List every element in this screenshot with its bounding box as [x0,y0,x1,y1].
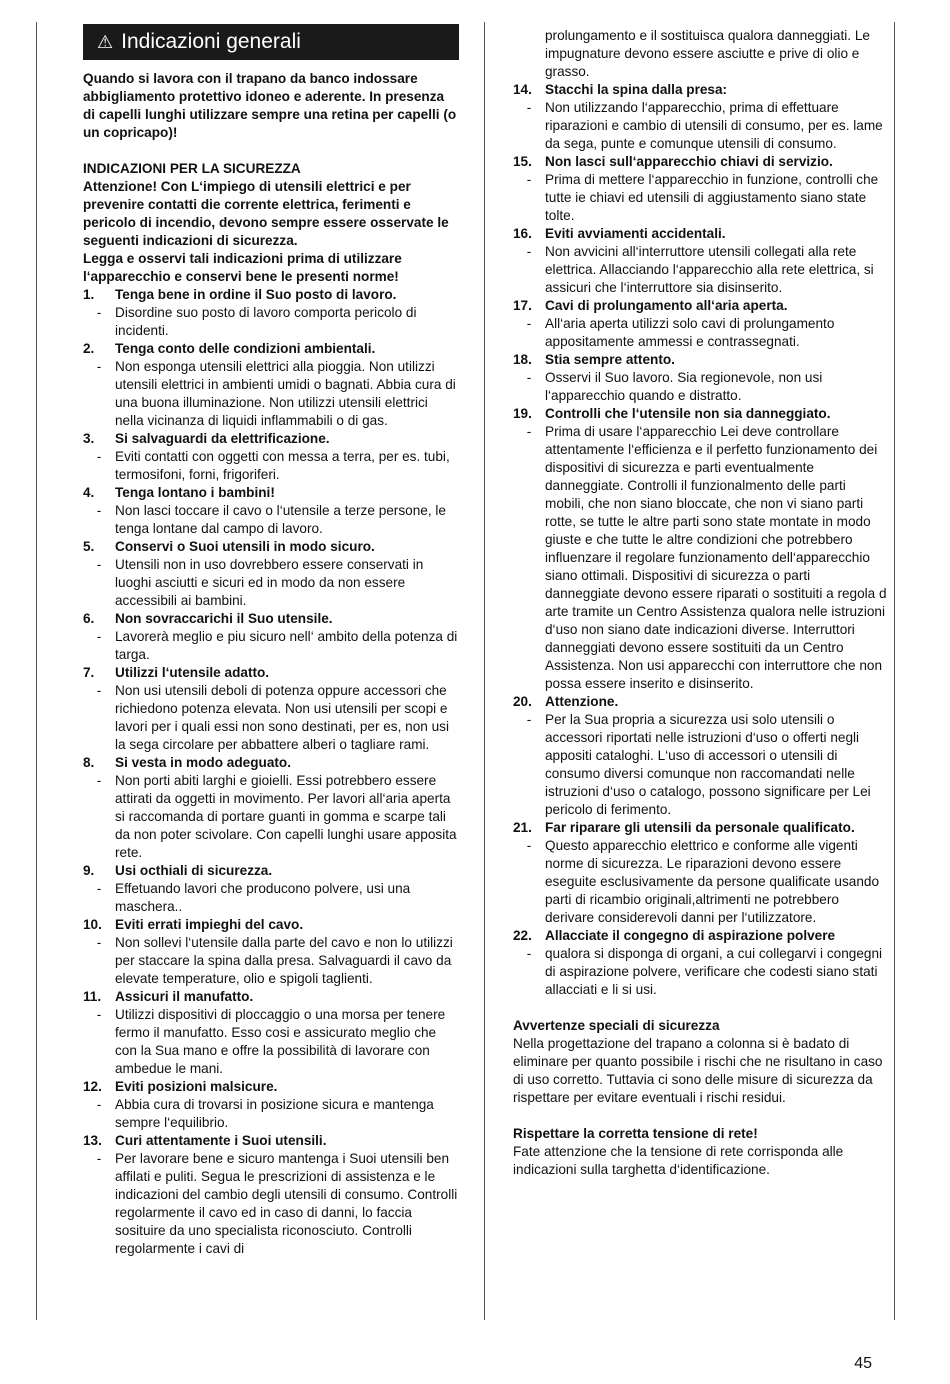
list-item-number: 17. [513,298,532,313]
list-item-body [83,682,459,754]
list-item-number: 9. [83,863,95,878]
list-item [513,81,887,153]
list-item-title: Eviti avviamenti accidentali. [545,226,726,241]
list-item-number: 4. [83,485,95,500]
list-item-body [83,1150,459,1258]
bullet-dash: - [96,629,102,644]
list-item-text: Non lasci toccare il cavo o l‘utensile a terze persone, le tenga lontane dal campo di lavoro. [115,503,446,536]
list-item [83,610,459,664]
list-item-body [513,711,887,819]
list-item-heading [83,754,459,772]
bullet-dash: - [526,370,532,385]
list-item-heading [83,916,459,934]
bullet-dash: - [96,1097,102,1112]
list-item-title: Attenzione. [545,694,619,709]
list-item-text: Eviti contatti con oggetti con messa a terra, per es. tubi, termosifoni, forni, frigoriferi. [115,449,450,482]
list-item [83,1132,459,1258]
list-item-text: Questo apparecchio elettrico e conforme alle vigenti norme di sicurezza. Le riparazioni devono essere eseguite esclusivamente da persone qualificate usando parti di ricambio originali,altrimenti ne potrebbero derivare considerevoli danni per l‘utilizzatore. [545,838,880,925]
list-item-text: Utilizzi dispositivi di ploccaggio o una morsa per tenere fermo il manufatto. Esso cosi e assicurato meglio che con la Sua mano e offre la possibilità di lavorare con ambedue le mani. [115,1007,446,1076]
list-item-heading [513,927,887,945]
list-item [83,286,459,340]
bullet-dash: - [526,244,532,259]
voltage-text: Fate attenzione che la tensione di rete corrisponda alle indicazioni sulla targhetta d‘identificazione. [513,1144,844,1177]
list-item-heading [83,286,459,304]
list-item-text: Lavorerà meglio e piu sicuro nell‘ ambito della potenza di targa. [115,629,458,662]
list-item [83,862,459,916]
list-item [83,1078,459,1132]
list-item-number: 21. [513,820,532,835]
list-item-title: Eviti posizioni malsicure. [115,1079,278,1094]
list-item-number: 6. [83,611,95,626]
column-rule-middle [484,22,485,1320]
list-item-title: Curi attentamente i Suoi utensili. [115,1133,327,1148]
bullet-dash: - [96,359,102,374]
bullet-dash: - [526,838,532,853]
list-item [513,351,887,405]
safety-heading: INDICAZIONI PER LA SICUREZZA [83,161,301,176]
safety-list-right [513,81,887,999]
bullet-dash: - [96,881,102,896]
list-item-title: Stia sempre attento. [545,352,675,367]
bullet-dash: - [526,100,532,115]
list-item-number: 8. [83,755,95,770]
list-item [83,916,459,988]
list-item-text: Osservi il Suo lavoro. Sia regionevole, non usi l‘apparecchio quando e distratto. [545,370,823,403]
list-item-title: Si salvaguardi da elettrificazione. [115,431,330,446]
list-item-body [513,99,887,153]
list-item-text: All‘aria aperta utilizzi solo cavi di prolungamento appositamente ammessi e contrassegnati. [545,316,835,349]
intro-text: Quando si lavora con il trapano da banco indossare abbigliamento protettivo idoneo e aderente. In presenza di capelli lunghi utilizzare sempre una retina per capelli (o un copricapo)! [83,71,457,140]
list-item-title: Tenga bene in ordine il Suo posto di lavoro. [115,287,397,302]
item-13-continued-text: prolungamento e il sostituisca qualora danneggiati. Le impugnature devono essere asciutte e prive di olio e grasso. [545,28,870,79]
list-item-heading [83,862,459,880]
list-item-number: 13. [83,1133,102,1148]
list-item [83,538,459,610]
list-item [83,988,459,1078]
bullet-dash: - [526,946,532,961]
list-item [83,754,459,862]
list-item-heading [513,81,887,99]
list-item-text: Effetuando lavori che producono polvere, usi una maschera.. [115,881,411,914]
list-item [513,693,887,819]
list-item-body [83,448,459,484]
list-item [513,153,887,225]
bullet-dash: - [96,449,102,464]
bullet-dash: - [96,1151,102,1166]
list-item-number: 1. [83,287,95,302]
bullet-dash: - [96,935,102,950]
list-item-number: 22. [513,928,532,943]
list-item-body [513,171,887,225]
list-item [513,927,887,999]
list-item-text: Non avvicini all‘interruttore utensili collegati alla rete elettrica. Allacciando l‘apparecchio alla rete elettrica, si assicuri che l‘interruttore sia disinserito. [545,244,874,295]
list-item-title: Eviti errati impieghi del cavo. [115,917,304,932]
bullet-dash: - [96,503,102,518]
list-item-body [83,358,459,430]
list-item-body [513,243,887,297]
list-item-heading [513,405,887,423]
list-item [83,664,459,754]
list-item-title: Stacchi la spina dalla presa: [545,82,728,97]
list-item-number: 14. [513,82,532,97]
list-item-body [513,945,887,999]
list-item-heading [513,693,887,711]
list-item [83,484,459,538]
list-item-text: Non sollevi l‘utensile dalla parte del cavo e non lo utilizzi per staccare la spina dalla presa. Salvaguardi il cavo da elevate temperature, olio e spigoli taglienti. [115,935,453,986]
list-item-title: Far riparare gli utensili da personale qualificato. [545,820,855,835]
list-item-text: Prima di usare l‘apparecchio Lei deve controllare attentamente l‘efficienza e il perfetto funzionamento dei dispositivi di sicurezza e parti eventualmente danneggiate. Controlli il funzionalmento delle parti mobili, che non siano bloccate, che non vi siano parti rotte, se tutte le altre parti sono state montate in modo giuste e che tutte le altre condizioni che potrebbero influenzare il regolare funzionamento dell‘apparecchio siano ottimali. Dispositivi di sicurezza o parti danneggiate devono essere riparati o sostituiti a regola d arte tramite un Centro Assistenza qualora nelle istruzioni d‘uso non siano date indicazioni diverse. Interruttori danneggiati devono essere sostituiti da un Centro Assistenza. Non usi apparecchi con interruttore che non possa essere inserito e disinserito. [545,424,887,691]
page-number: 45 [854,1355,872,1372]
list-item-body [83,880,459,916]
list-item-heading [513,819,887,837]
list-item [83,340,459,430]
list-item-body [83,556,459,610]
list-item-number: 16. [513,226,532,241]
list-item-number: 7. [83,665,95,680]
list-item-continued [513,27,887,81]
voltage-heading: Rispettare la corretta tensione di rete! [513,1126,758,1141]
list-item-title: Controlli che l‘utensile non sia danneggiato. [545,406,831,421]
list-item [513,225,887,297]
list-item [513,405,887,693]
list-item-title: Tenga conto delle condizioni ambientali. [115,341,376,356]
list-item-number: 20. [513,694,532,709]
list-item-title: Usi octhiali di sicurezza. [115,863,273,878]
list-item-body [83,1096,459,1132]
list-item-text: Utensili non in uso dovrebbero essere conservati in luoghi asciutti e sicuri ed in modo da non essere accessibili ai bambini. [115,557,424,608]
bullet-dash: - [96,1007,102,1022]
list-item-heading [83,664,459,682]
bullet-dash: - [96,683,102,698]
list-item [83,430,459,484]
list-item-text: Disordine suo posto di lavoro comporta pericolo di incidenti. [115,305,417,338]
list-item-text: qualora si disponga di organi, a cui collegarvi i congegni di aspirazione polvere, verificare che codesti siano stati allacciati e li si usi. [545,946,883,997]
section-banner [83,24,459,60]
list-item-title: Conservi o Suoi utensili in modo sicuro. [115,539,375,554]
list-item-title: Non sovraccarichi il Suo utensile. [115,611,333,626]
warning-triangle-icon: ⚠ [97,32,114,52]
list-item [513,297,887,351]
list-item-heading [83,1078,459,1096]
list-item-heading [83,538,459,556]
list-item-number: 15. [513,154,532,169]
list-item-heading [513,153,887,171]
list-item-number: 10. [83,917,102,932]
safety-list-left [83,286,459,1258]
list-item-text: Per lavorare bene e sicuro mantenga i Suoi utensili ben affilati e puliti. Segua le prescrizioni di assistenza e le indicazioni del cambio degli utensili di consumo. Controlli regolarmente il cavo ed in caso di danni, lo faccia sosituire da uno specialista riconosciuto. Controlli regolarmente i cavi di [115,1151,458,1256]
list-item-body [513,315,887,351]
special-text: Nella progettazione del trapano a colonna si è badato di eliminare per quanto possibile i rischi che ne risultano in caso di uso corretto. Tuttavia ci sono delle misure di sicurezza da rispettare per evitare eventuali i rischi residui. [513,1036,883,1105]
list-item-heading [83,484,459,502]
list-item-text: Abbia cura di trovarsi in posizione sicura e mantenga sempre l‘equilibrio. [115,1097,434,1130]
list-item-body [83,628,459,664]
list-item-title: Allacciate il congegno di aspirazione polvere [545,928,836,943]
list-item-heading [83,988,459,1006]
bullet-dash: - [96,305,102,320]
bullet-dash: - [96,557,102,572]
list-item-number: 2. [83,341,95,356]
list-item-body [83,934,459,988]
list-item-number: 19. [513,406,532,421]
list-item-heading [513,225,887,243]
list-item-heading [513,351,887,369]
list-item-heading [83,430,459,448]
list-item-title: Assicuri il manufatto. [115,989,254,1004]
section-title: Indicazioni generali [121,30,301,53]
list-item-title: Non lasci sull‘apparecchio chiavi di servizio. [545,154,833,169]
list-item-number: 3. [83,431,95,446]
bullet-dash: - [96,773,102,788]
column-rule-left [36,22,37,1320]
left-column [83,24,459,1258]
list-item-text: Non esponga utensili elettrici alla pioggia. Non utilizzi utensili elettrici in ambienti umidi o bagnati. Abbia cura di una buona illuminazione. Non utilizzi utensili elettrici nella vicinanza di liquidi inflammabili o di gas. [115,359,456,428]
list-item-text: Per la Sua propria a sicurezza usi solo utensili o accessori riportati nelle istruzioni d‘uso o offerti negli appositi cataloghi. L‘uso di accessori o utensili di consumo diversi comunque non raccomandati nelle istruzioni d‘uso o catalogo, possono significare per Lei pericolo di ferimento. [545,712,871,817]
bullet-dash: - [526,172,532,187]
list-item-heading [83,1132,459,1150]
list-item-body [83,1006,459,1078]
list-item-body [513,837,887,927]
list-item-title: Si vesta in modo adeguato. [115,755,291,770]
list-item-body [513,423,887,693]
list-item-number: 12. [83,1079,102,1094]
safety-warning-2: Legga e osservi tali indicazioni prima di utilizzare l‘apparecchio e conservi bene le presenti norme! [83,251,402,284]
list-item-text: Non usi utensili deboli di potenza oppure accessori che richiedono potenza elevata. Non usi utensili per scopi e lavori per i quali essi non sono destinati, per es, non usi la sega circolare per abbattere alberi o tagliare rami. [115,683,449,752]
special-heading: Avvertenze speciali di sicurezza [513,1018,720,1033]
bullet-dash: - [526,424,532,439]
list-item-title: Tenga lontano i bambini! [115,485,275,500]
list-item-number: 5. [83,539,95,554]
bullet-dash: - [526,316,532,331]
list-item-title: Cavi di prolungamento all‘aria aperta. [545,298,788,313]
bullet-dash: - [526,712,532,727]
list-item-title: Utilizzi l‘utensile adatto. [115,665,270,680]
list-item-body [83,502,459,538]
list-item-text: Prima di mettere l‘apparecchio in funzione, controlli che tutte ie chiavi ed utensili di aggiustamento siano state tolte. [545,172,879,223]
list-item-number: 18. [513,352,532,367]
list-item-body [83,772,459,862]
list-item-number: 11. [83,989,102,1004]
column-rule-right [894,22,895,1320]
right-column [513,27,887,1179]
list-item-heading [513,297,887,315]
list-item [513,819,887,927]
list-item-heading [83,340,459,358]
list-item-body [513,369,887,405]
safety-warning-1: Attenzione! Con L‘impiego di utensili elettrici e per prevenire contatti die corrente elettrica, ferimenti e pericolo di incendio, devono sempre essere osservate le seguenti indicazioni di sicurezza. [83,179,449,248]
list-item-text: Non utilizzando l‘apparecchio, prima di effettuare riparazioni e cambio di utensili di consumo, per es. lame da sega, punte e comunque utensili di consumo. [545,100,883,151]
list-item-text: Non porti abiti larghi e gioielli. Essi potrebbero essere attirati da oggetti in movimento. Per lavori all‘aria aperta si raccomanda di portare guanti in gomma e scarpe tali da non poter scivolare. Con capelli lunghi usare apposita rete. [115,773,457,860]
list-item-heading [83,610,459,628]
list-item-body [83,304,459,340]
